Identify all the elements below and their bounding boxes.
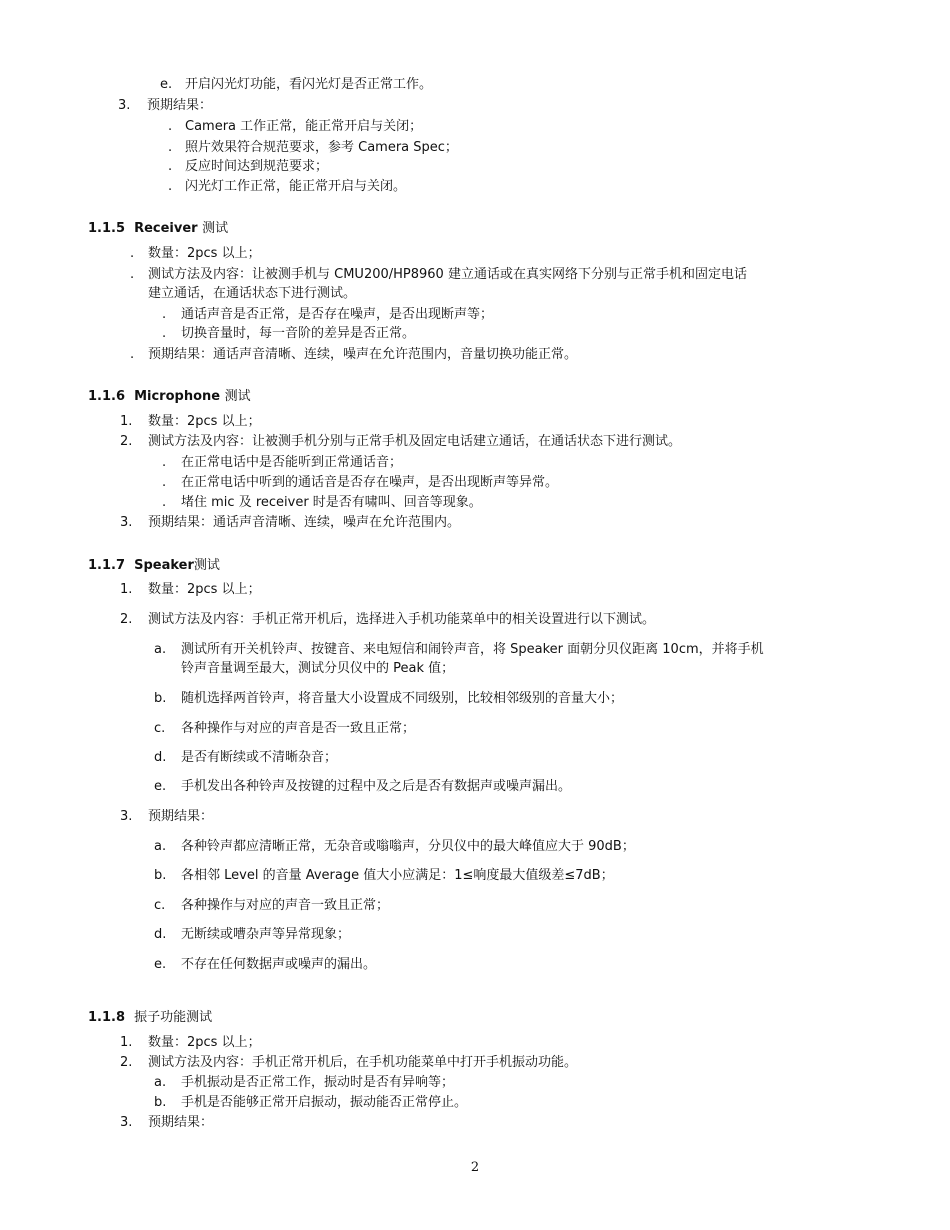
list-item: 数量：2pcs 以上；: [148, 582, 261, 597]
list-marker: e.: [160, 77, 173, 92]
list-item: 预期结果：: [148, 1115, 214, 1130]
list-marker: b.: [154, 691, 167, 706]
bullet-marker: .: [162, 326, 167, 341]
list-item: 数量：2pcs 以上；: [148, 414, 261, 429]
list-item: 切换音量时，每一音阶的差异是否正常。: [181, 326, 416, 341]
bullet-marker: .: [168, 179, 173, 194]
list-marker: a.: [154, 1075, 167, 1090]
list-item: 开启闪光灯功能，看闪光灯是否正常工作。: [185, 77, 433, 92]
list-item: 预期结果：通话声音清晰、连续，噪声在允许范围内，音量切换功能正常。: [148, 347, 578, 362]
list-marker: a.: [154, 642, 167, 657]
list-marker: 2.: [120, 434, 133, 449]
list-item-continuation: 铃声音量调至最大，测试分贝仪中的 Peak 值；: [181, 661, 455, 676]
list-item: 随机选择两首铃声，将音量大小设置成不同级别，比较相邻级别的音量大小；: [181, 691, 624, 706]
bullet-marker: .: [162, 455, 167, 470]
list-item: 预期结果：通话声音清晰、连续，噪声在允许范围内。: [148, 515, 461, 530]
list-marker: 3.: [120, 809, 133, 824]
list-item: 照片效果符合规范要求，参考 Camera Spec；: [185, 140, 458, 155]
list-marker: d.: [154, 750, 167, 765]
list-item: 在正常电话中听到的通话音是否存在噪声，是否出现断声等异常。: [181, 475, 559, 490]
list-marker: 1.: [120, 414, 133, 429]
list-item: 测试方法及内容：手机正常开机后，选择进入手机功能菜单中的相关设置进行以下测试。: [148, 612, 656, 627]
list-marker: 2.: [120, 612, 133, 627]
list-item: 不存在任何数据声或噪声的漏出。: [181, 957, 377, 972]
list-item: 数量：2pcs 以上；: [148, 1035, 261, 1050]
list-item: 测试方法及内容：让被测手机与 CMU200/HP8960 建立通话或在真实网络下分别与正常手机和固定电话: [148, 267, 747, 282]
bullet-marker: .: [168, 159, 173, 174]
section-heading-microphone: 1.1.6 Microphone 测试: [88, 389, 251, 404]
list-marker: 3.: [120, 1115, 133, 1130]
list-item: 是否有断续或不清晰杂音；: [181, 750, 338, 765]
bullet-marker: .: [162, 495, 167, 510]
section-heading-speaker: 1.1.7 Speaker测试: [88, 558, 220, 573]
list-item: 通话声音是否正常，是否存在噪声，是否出现断声等；: [181, 307, 494, 322]
list-item: 各种操作与对应的声音是否一致且正常；: [181, 721, 416, 736]
bullet-marker: .: [168, 119, 173, 134]
list-marker: e.: [154, 957, 167, 972]
list-item: Camera 工作正常，能正常开启与关闭；: [185, 119, 423, 134]
list-marker: c.: [154, 898, 166, 913]
bullet-marker: .: [130, 267, 135, 282]
list-marker: 1.: [120, 582, 133, 597]
bullet-marker: .: [162, 475, 167, 490]
list-item-continuation: 建立通话，在通话状态下进行测试。: [148, 286, 357, 301]
list-marker: c.: [154, 721, 166, 736]
list-marker: d.: [154, 927, 167, 942]
list-item: 预期结果：: [147, 98, 213, 113]
list-item: 测试所有开关机铃声、按键音、来电短信和闹铃声音，将 Speaker 面朝分贝仪距离 10cm，并将手机: [181, 642, 764, 657]
list-marker: 1.: [120, 1035, 133, 1050]
list-item: 手机振动是否正常工作，振动时是否有异响等；: [181, 1075, 455, 1090]
list-marker: e.: [154, 779, 167, 794]
bullet-marker: .: [130, 246, 135, 261]
list-item: 测试方法及内容：手机正常开机后，在手机功能菜单中打开手机振动功能。: [148, 1055, 578, 1070]
list-item: 无断续或嘈杂声等异常现象；: [181, 927, 351, 942]
list-marker: b.: [154, 868, 167, 883]
bullet-marker: .: [162, 307, 167, 322]
list-item: 手机发出各种铃声及按键的过程中及之后是否有数据声或噪声漏出。: [181, 779, 572, 794]
bullet-marker: .: [168, 140, 173, 155]
list-item: 各种铃声都应清晰正常，无杂音或嗡嗡声，分贝仪中的最大峰值应大于 90dB；: [181, 839, 635, 854]
list-marker: 3.: [120, 515, 133, 530]
list-marker: 3.: [118, 98, 131, 113]
list-item: 堵住 mic 及 receiver 时是否有啸叫、回音等现象。: [181, 495, 482, 510]
list-item: 测试方法及内容：让被测手机分别与正常手机及固定电话建立通话，在通话状态下进行测试。: [148, 434, 682, 449]
list-item: 闪光灯工作正常，能正常开启与关闭。: [185, 179, 407, 194]
section-heading-vibrator: 1.1.8 振子功能测试: [88, 1010, 213, 1025]
list-item: 各相邻 Level 的音量 Average 值大小应满足：1≤响度最大值级差≤7dB；: [181, 868, 614, 883]
list-item: 反应时间达到规范要求；: [185, 159, 329, 174]
list-item: 各种操作与对应的声音一致且正常；: [181, 898, 390, 913]
list-marker: b.: [154, 1095, 167, 1110]
list-item: 预期结果：: [148, 809, 214, 824]
list-marker: a.: [154, 839, 167, 854]
page-number: 2: [470, 1160, 480, 1175]
list-item: 手机是否能够正常开启振动，振动能否正常停止。: [181, 1095, 468, 1110]
list-item: 数量：2pcs 以上；: [148, 246, 261, 261]
list-marker: 2.: [120, 1055, 133, 1070]
section-heading-receiver: 1.1.5 Receiver 测试: [88, 221, 229, 236]
bullet-marker: .: [130, 347, 135, 362]
list-item: 在正常电话中是否能听到正常通话音；: [181, 455, 403, 470]
